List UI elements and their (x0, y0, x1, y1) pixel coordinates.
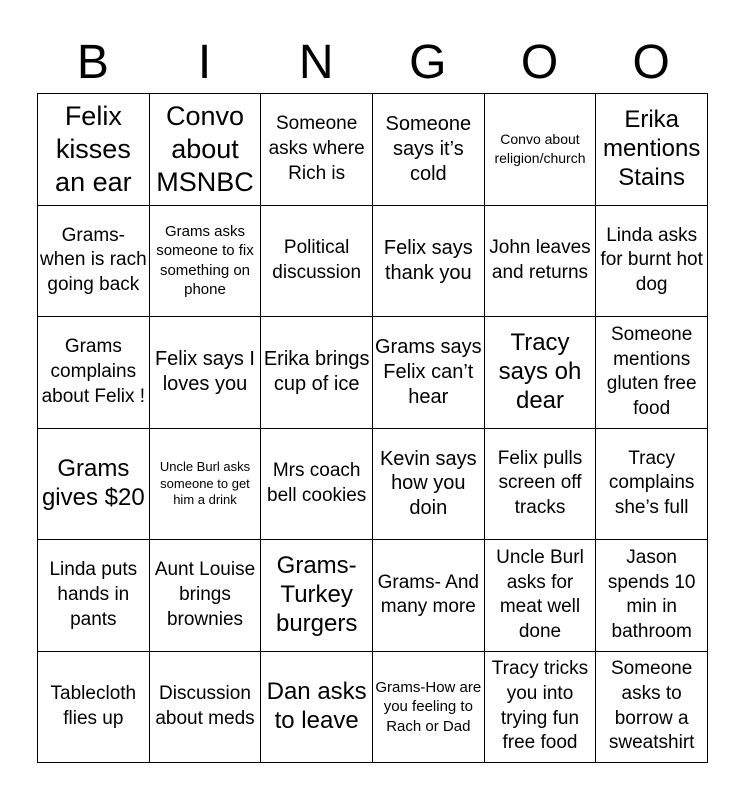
bingo-cell-r4c1[interactable]: Grams gives $20 (38, 429, 150, 541)
bingo-cell-r1c4[interactable]: Someone says it’s cold (373, 94, 485, 206)
header-letter-n: N (298, 36, 334, 89)
bingo-cell-r4c4[interactable]: Kevin says how you doin (373, 429, 485, 541)
bingo-cell-r3c1[interactable]: Grams complains about Felix ! (38, 317, 150, 429)
bingo-cell-r5c6[interactable]: Jason spends 10 min in bathroom (596, 540, 708, 652)
bingo-cell-r2c6[interactable]: Linda asks for burnt hot dog (596, 206, 708, 318)
bingo-cell-r6c1[interactable]: Tablecloth flies up (38, 652, 150, 764)
bingo-cell-r3c3[interactable]: Erika brings cup of ice (261, 317, 373, 429)
bingo-cell-r5c4[interactable]: Grams- And many more (373, 540, 485, 652)
bingo-cell-r5c1[interactable]: Linda puts hands in pants (38, 540, 150, 652)
bingo-cell-r6c2[interactable]: Discussion about meds (150, 652, 262, 764)
bingo-cell-r1c6[interactable]: Erika mentions Stains (596, 94, 708, 206)
bingo-cell-r1c5[interactable]: Convo about religion/church (485, 94, 597, 206)
bingo-cell-r3c2[interactable]: Felix says I loves you (150, 317, 262, 429)
header-letter-g: G (409, 36, 447, 89)
bingo-cell-r1c1[interactable]: Felix kisses an ear (38, 94, 150, 206)
bingo-cell-r2c1[interactable]: Grams- when is rach going back (38, 206, 150, 318)
bingo-cell-r4c2[interactable]: Uncle Burl asks someone to get him a drink (150, 429, 262, 541)
header-letter-i: I (197, 36, 212, 89)
bingo-cell-r1c2[interactable]: Convo about MSNBC (150, 94, 262, 206)
bingo-cell-r5c5[interactable]: Uncle Burl asks for meat well done (485, 540, 597, 652)
bingo-cell-r6c3[interactable]: Dan asks to leave (261, 652, 373, 764)
bingo-cell-r3c6[interactable]: Someone mentions gluten free food (596, 317, 708, 429)
bingo-cell-r4c6[interactable]: Tracy complains she’s full (596, 429, 708, 541)
bingo-cell-r4c5[interactable]: Felix pulls screen off tracks (485, 429, 597, 541)
bingo-cell-r2c2[interactable]: Grams asks someone to fix something on phone (150, 206, 262, 318)
header-letter-b: B (76, 36, 109, 89)
bingo-cell-r3c4[interactable]: Grams says Felix can’t hear (373, 317, 485, 429)
bingo-cell-r6c4[interactable]: Grams-How are you feeling to Rach or Dad (373, 652, 485, 764)
bingo-cell-r3c5[interactable]: Tracy says oh dear (485, 317, 597, 429)
bingo-cell-r1c3[interactable]: Someone asks where Rich is (261, 94, 373, 206)
bingo-cell-r5c3[interactable]: Grams- Turkey burgers (261, 540, 373, 652)
bingo-cell-r6c6[interactable]: Someone asks to borrow a sweatshirt (596, 652, 708, 764)
bingo-cell-r2c5[interactable]: John leaves and returns (485, 206, 597, 318)
bingo-cell-r4c3[interactable]: Mrs coach bell cookies (261, 429, 373, 541)
bingo-cell-r6c5[interactable]: Tracy tricks you into trying fun free food (485, 652, 597, 764)
bingo-cell-r2c4[interactable]: Felix says thank you (373, 206, 485, 318)
header-letter-o-2: O (632, 36, 670, 89)
bingo-header (37, 32, 707, 94)
bingo-cell-r2c3[interactable]: Political discussion (261, 206, 373, 318)
bingo-card-grid (37, 93, 708, 763)
header-letter-o: O (520, 36, 559, 89)
bingo-cell-r5c2[interactable]: Aunt Louise brings brownies (150, 540, 262, 652)
